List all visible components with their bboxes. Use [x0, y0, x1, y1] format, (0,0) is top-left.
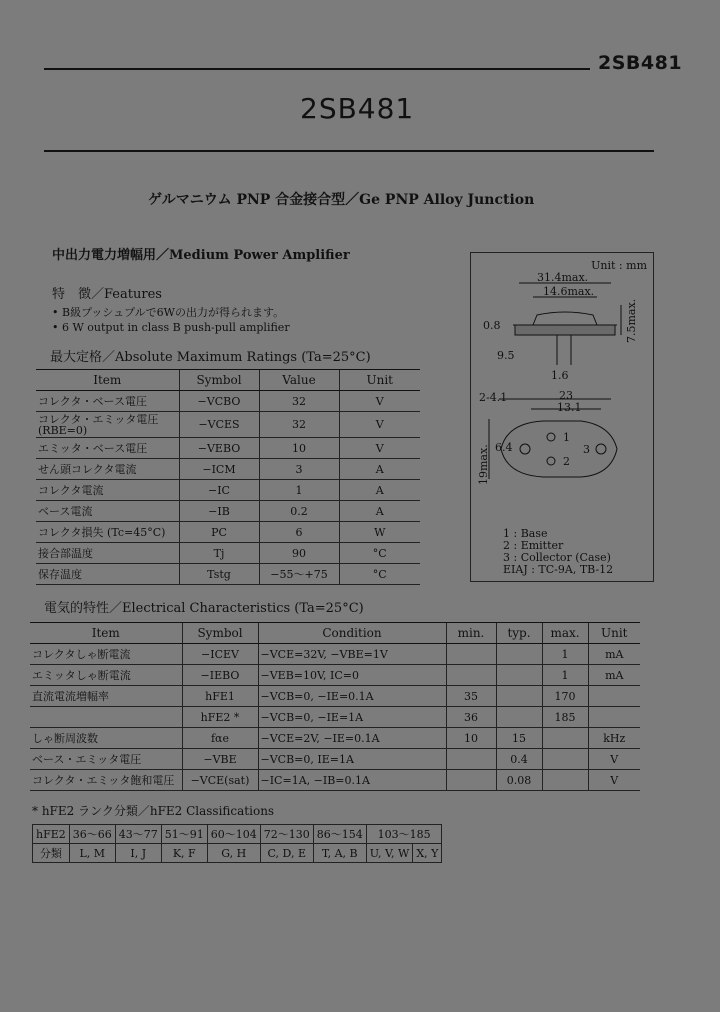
cell-max: 1 [542, 665, 588, 686]
table-row [36, 522, 420, 543]
cell-unit: mA [588, 644, 640, 665]
cell-unit [588, 686, 640, 707]
cell-value: 1 [259, 480, 339, 501]
cell-item: 直流電流増幅率 [30, 686, 182, 707]
cell-symbol: −VCE(sat) [182, 770, 258, 791]
cell-item: エミッタ・ベース電圧 [36, 438, 179, 459]
abs-max-table [36, 369, 420, 585]
cell-symbol: −ICM [179, 459, 259, 480]
cell-value: 90 [259, 543, 339, 564]
dim-label: 31.4max. [537, 271, 589, 284]
table-row [36, 438, 420, 459]
cell-item: エミッタしゃ断電流 [30, 665, 182, 686]
electrical-heading: 電気的特性／Electrical Characteristics (Ta=25°C) [44, 601, 364, 616]
cell-item: コレクタしゃ断電流 [30, 644, 182, 665]
cell-typ: 0.4 [496, 749, 542, 770]
pin-legend: 1 : Base [503, 527, 548, 540]
col-unit: Unit [339, 370, 420, 391]
rank-code: L, M [69, 844, 115, 863]
table-row [36, 459, 420, 480]
cell-min [446, 749, 496, 770]
col-symbol: Symbol [182, 623, 258, 644]
rank-code: X, Y [413, 844, 442, 863]
col-unit: Unit [588, 623, 640, 644]
cell-typ [496, 686, 542, 707]
pin-number: 3 [583, 443, 590, 456]
cell-min [446, 665, 496, 686]
cell-value: 0.2 [259, 501, 339, 522]
cell-item: コレクタ損失 (Tc=45°C) [36, 522, 179, 543]
dim-label: 0.8 [483, 319, 501, 332]
col-typ: typ. [496, 623, 542, 644]
cell-unit: V [588, 749, 640, 770]
classification-heading: * hFE2 ランク分類／hFE2 Classifications [32, 804, 275, 818]
bullet: • [52, 321, 59, 334]
cell-unit: V [588, 770, 640, 791]
cell-unit: V [339, 391, 420, 412]
cell-symbol: −VCES [179, 412, 259, 438]
table-row [36, 480, 420, 501]
cell-item [30, 707, 182, 728]
cell-value: 6 [259, 522, 339, 543]
hfe-range: 60～104 [207, 825, 260, 844]
table-row [30, 770, 640, 791]
electrical-table [30, 622, 640, 791]
hfe-range: 72～130 [260, 825, 313, 844]
eiaj-label: EIAJ : TC-9A, TB-12 [503, 563, 614, 576]
table-row [36, 564, 420, 585]
table-row [30, 728, 640, 749]
abs-max-heading: 最大定格／Absolute Maximum Ratings (Ta=25°C) [50, 350, 371, 365]
application-heading: 中出力電力増幅用／Medium Power Amplifier [52, 248, 350, 263]
table-row [30, 686, 640, 707]
cell-item: コレクタ電流 [36, 480, 179, 501]
cell-max [542, 770, 588, 791]
cell-condition: −VCB=0, −IE=0.1A [258, 686, 446, 707]
hfe-range: 103～185 [366, 825, 442, 844]
pin-legend: 3 : Collector (Case) [503, 551, 611, 564]
cell-symbol: −IB [179, 501, 259, 522]
rank-code: K, F [161, 844, 207, 863]
unit-label: Unit : mm [591, 259, 647, 272]
cell-min: 36 [446, 707, 496, 728]
cell-condition: −IC=1A, −IB=0.1A [258, 770, 446, 791]
side-cap [533, 312, 597, 325]
rank-code: I, J [115, 844, 161, 863]
cell-max [542, 728, 588, 749]
cell-max: 185 [542, 707, 588, 728]
cell-symbol: Tstg [179, 564, 259, 585]
table-header [30, 623, 640, 644]
cell-unit: kHz [588, 728, 640, 749]
cell-unit: °C [339, 564, 420, 585]
table-row [36, 391, 420, 412]
col-max: max. [542, 623, 588, 644]
table-row [30, 707, 640, 728]
title-rule [44, 150, 654, 152]
cell-item: ベース電流 [36, 501, 179, 522]
cell-min [446, 770, 496, 791]
top-rule [44, 68, 590, 70]
col-item: Item [30, 623, 182, 644]
rank-code: T, A, B [313, 844, 366, 863]
cell-symbol: Tj [179, 543, 259, 564]
col-value: Value [259, 370, 339, 391]
feature-item [52, 321, 290, 334]
dim-label: 9.5 [497, 349, 515, 362]
cell-unit: A [339, 459, 420, 480]
cell-item: コレクタ・ベース電圧 [36, 391, 179, 412]
cell-condition: −VCB=0, IE=1A [258, 749, 446, 770]
cell-max [542, 749, 588, 770]
row-label: hFE2 [33, 825, 70, 844]
cell-item: しゃ断周波数 [30, 728, 182, 749]
pin-number: 2 [563, 455, 570, 468]
cell-item: コレクタ・エミッタ電圧 (RBE=0) [36, 412, 179, 438]
table-row [33, 844, 442, 863]
cell-item: せん頭コレクタ電流 [36, 459, 179, 480]
cell-unit: A [339, 480, 420, 501]
cell-unit: A [339, 501, 420, 522]
cell-typ [496, 644, 542, 665]
cell-unit: °C [339, 543, 420, 564]
rank-code: C, D, E [260, 844, 313, 863]
dim-label: 2-4.1 [479, 391, 508, 404]
rank-code: U, V, W [366, 844, 413, 863]
dim-label: 6.4 [495, 441, 513, 454]
col-condition: Condition [258, 623, 446, 644]
cell-symbol: fαe [182, 728, 258, 749]
cell-condition: −VEB=10V, IC=0 [258, 665, 446, 686]
cell-max: 170 [542, 686, 588, 707]
cell-symbol: −VCBO [179, 391, 259, 412]
cell-symbol: −VEBO [179, 438, 259, 459]
table-row [30, 665, 640, 686]
cell-value: −55～+75 [259, 564, 339, 585]
table-row [30, 644, 640, 665]
cell-typ: 15 [496, 728, 542, 749]
cell-symbol: −VBE [182, 749, 258, 770]
page-title: 2SB481 [300, 92, 415, 125]
table-row [33, 825, 442, 844]
dim-label: 19max. [477, 444, 490, 485]
feature-text-ja: B級プッシュプルで6Wの出力が得られます。 [62, 306, 285, 319]
flange-outline [501, 421, 617, 477]
cell-min [446, 644, 496, 665]
cell-condition: −VCE=32V, −VBE=1V [258, 644, 446, 665]
cell-max: 1 [542, 644, 588, 665]
hfe-range: 86～154 [313, 825, 366, 844]
pin-legend: 2 : Emitter [503, 539, 564, 552]
cell-symbol: hFE2 * [182, 707, 258, 728]
table-row [36, 543, 420, 564]
header-part-code: 2SB481 [598, 52, 683, 74]
dim-label: 14.6max. [543, 285, 595, 298]
cell-unit: V [339, 438, 420, 459]
cell-symbol: PC [179, 522, 259, 543]
side-base [515, 325, 615, 335]
cell-symbol: −IC [179, 480, 259, 501]
cell-item: ベース・エミッタ電圧 [30, 749, 182, 770]
table-row [36, 412, 420, 438]
cell-value: 10 [259, 438, 339, 459]
rank-code: G, H [207, 844, 260, 863]
row-label: 分類 [33, 844, 70, 863]
cell-value: 3 [259, 459, 339, 480]
dim-label: 7.5max. [625, 298, 638, 343]
dim-label: 23 [559, 389, 573, 402]
col-symbol: Symbol [179, 370, 259, 391]
hfe-range: 43～77 [115, 825, 161, 844]
cell-symbol: hFE1 [182, 686, 258, 707]
features-heading: 特 徴／Features [52, 287, 162, 302]
table-header [36, 370, 420, 391]
pin-number: 1 [563, 431, 570, 444]
col-item: Item [36, 370, 179, 391]
cell-unit [588, 707, 640, 728]
cell-typ: 0.08 [496, 770, 542, 791]
cell-condition: −VCE=2V, −IE=0.1A [258, 728, 446, 749]
cell-item: コレクタ・エミッタ飽和電圧 [30, 770, 182, 791]
cell-value: 32 [259, 412, 339, 438]
hfe-range: 51～91 [161, 825, 207, 844]
cell-item: 接合部温度 [36, 543, 179, 564]
package-outline-box [470, 252, 654, 582]
cell-unit: V [339, 412, 420, 438]
cell-condition: −VCB=0, −IE=1A [258, 707, 446, 728]
dim-label: 13.1 [557, 401, 582, 414]
classification-table [32, 824, 442, 863]
table-row [36, 501, 420, 522]
cell-unit: mA [588, 665, 640, 686]
dim-label: 1.6 [551, 369, 569, 382]
cell-value: 32 [259, 391, 339, 412]
bullet: • [52, 306, 59, 319]
page-subtitle: ゲルマニウム PNP 合金接合型／Ge PNP Alloy Junction [148, 192, 535, 208]
cell-item: 保存温度 [36, 564, 179, 585]
hfe-range: 36～66 [69, 825, 115, 844]
col-min: min. [446, 623, 496, 644]
feature-text-en: 6 W output in class B push-pull amplifier [62, 321, 290, 334]
table-row [30, 749, 640, 770]
cell-min: 10 [446, 728, 496, 749]
cell-typ [496, 665, 542, 686]
cell-symbol: −IEBO [182, 665, 258, 686]
cell-symbol: −ICEV [182, 644, 258, 665]
cell-unit: W [339, 522, 420, 543]
cell-min: 35 [446, 686, 496, 707]
feature-item [52, 304, 284, 320]
cell-typ [496, 707, 542, 728]
